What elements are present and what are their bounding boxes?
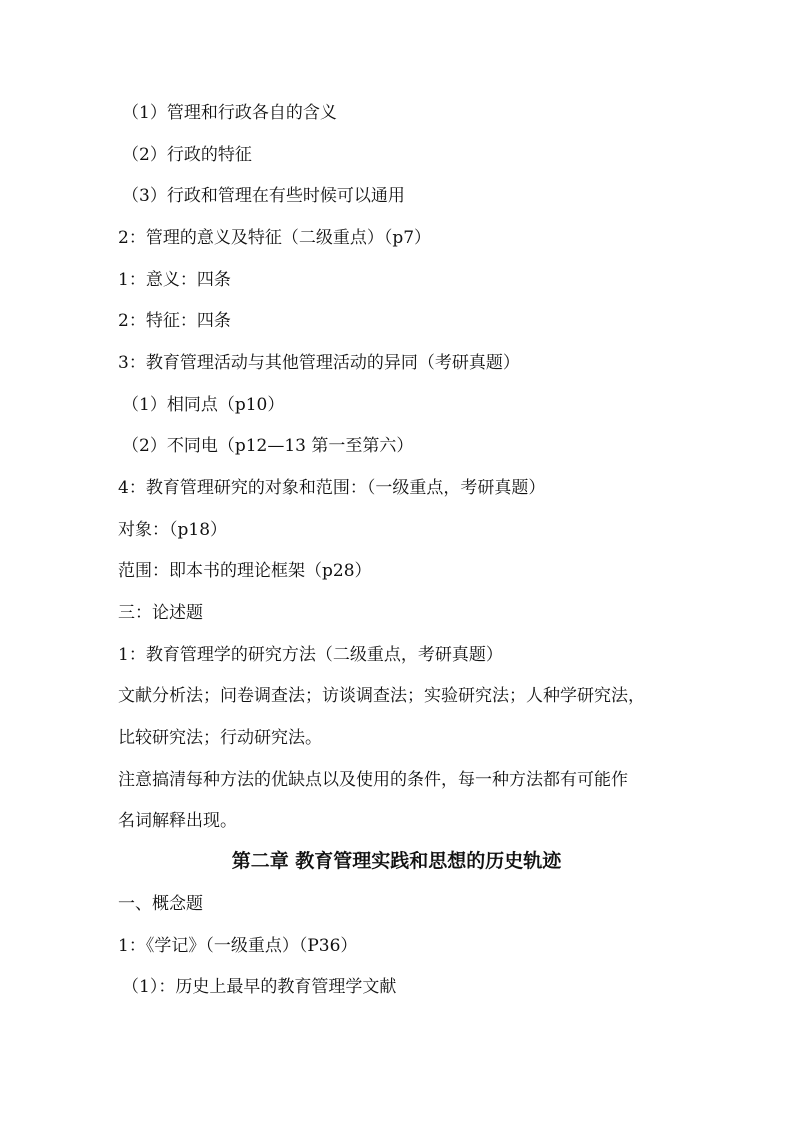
text-line: （3）行政和管理在有些时候可以通用 (122, 186, 405, 206)
text-line: 3：教育管理活动与其他管理活动的异同（考研真题） (118, 353, 520, 373)
text-line: （1）相同点（p10） (122, 395, 285, 415)
text-line: 注意搞清每种方法的优缺点以及使用的条件，每一种方法都有可能作 (118, 770, 628, 790)
text-line: 4：教育管理研究的对象和范围：（一级重点，考研真题） (118, 478, 546, 498)
text-line: 1：《学记》（一级重点）（P36） (118, 936, 358, 956)
text-line: 2：特征：四条 (118, 311, 231, 331)
text-line: （2）行政的特征 (122, 145, 252, 165)
text-line: 文献分析法；问卷调查法；访谈调查法；实验研究法；人种学研究法， (118, 686, 645, 706)
text-line: 2：管理的意义及特征（二级重点）（p7） (118, 228, 432, 248)
text-line: 名词解释出现。 (118, 811, 237, 831)
text-line: 1：意义：四条 (118, 270, 231, 290)
text-line: 比较研究法；行动研究法。 (118, 728, 322, 748)
text-line: （1）管理和行政各自的含义 (122, 103, 337, 123)
text-line: 三：论述题 (118, 603, 203, 623)
text-line: 一、概念题 (118, 894, 203, 914)
text-line: 对象：（p18） (118, 520, 228, 540)
text-line: 范围：即本书的理论框架（p28） (118, 561, 372, 581)
text-line: （2）不同电（p12—13 第一至第六） (122, 436, 414, 456)
text-line: 1：教育管理学的研究方法（二级重点，考研真题） (118, 645, 503, 665)
chapter-heading: 第二章 教育管理实践和思想的历史轨迹 (231, 850, 562, 872)
text-line: （1）：历史上最早的教育管理学文献 (122, 977, 397, 997)
